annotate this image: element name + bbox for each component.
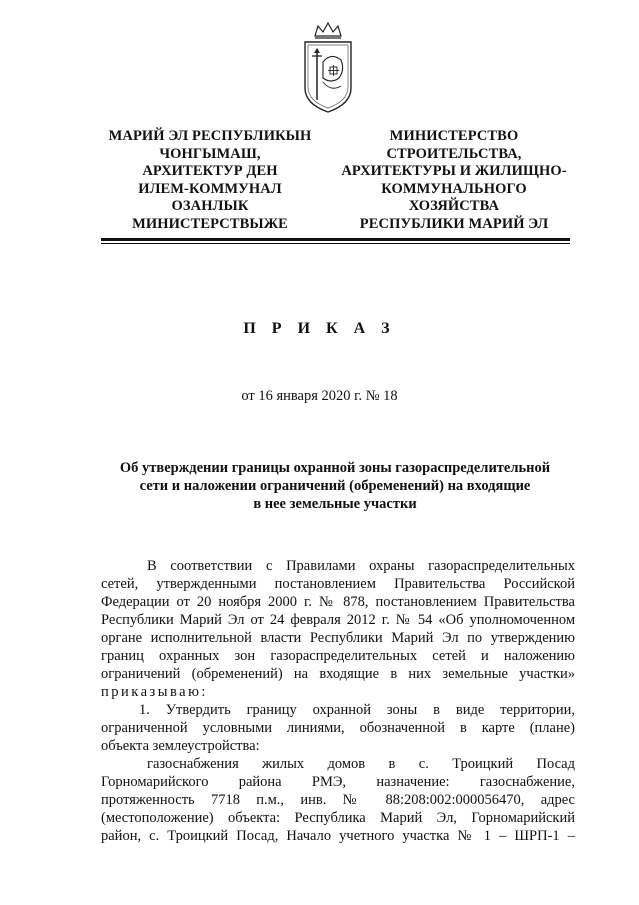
body-line: 1. Утвердить границу охранной зоны в виде территории, (139, 702, 575, 718)
header-divider-thin (101, 243, 570, 244)
body-paragraph-preamble (101, 557, 575, 701)
header-left-line: МИНИСТЕРСТВЫЖЕ (132, 215, 288, 232)
body-line: Республики Марий Эл от 24 февраля 2012 г. № 54 «Об уполномоченном (101, 612, 575, 628)
header-left-line: ИЛЕМ-КОММУНАЛ (138, 180, 282, 197)
header-left-line: ОЗАНЛЫК (171, 198, 249, 215)
body-line: В соответствии с Правилами охраны газораспределительных (147, 558, 575, 574)
header-left-line: МАРИЙ ЭЛ РЕСПУБЛИКЫН (108, 128, 312, 144)
coat-of-arms-icon (301, 22, 355, 114)
subject-line: в нее земельные участки (253, 496, 417, 512)
header-right-line: СТРОИТЕЛЬСТВА, (386, 145, 522, 162)
body-line: газоснабжения жилых домов в с. Троицкий Посад (147, 756, 575, 772)
header-left-line: АРХИТЕКТУР ДЕН (142, 163, 278, 180)
body-line: (местоположение) объекта: Республика Марий Эл, Горномарийский (101, 810, 575, 826)
subject-line: Об утверждении границы охранной зоны газораспределительной (119, 460, 551, 476)
header-divider-thick (101, 238, 570, 241)
header-ministry-russian (336, 128, 572, 234)
order-date: от 16 января 2020 г. № 18 (241, 388, 398, 404)
body-line: протяженность 7718 п.м., инв. № 88:208:002:000056470, адрес (101, 792, 575, 808)
body-line: объекта землеустройства: (101, 738, 260, 754)
body-line: Федерации от 20 ноября 2000 г. № 878, постановлением Правительства (101, 594, 575, 610)
header-right-line: ХОЗЯЙСТВА (408, 198, 500, 215)
body-line: район, с. Троицкий Посад, Начало учетного участка № 1 – ШРП-1 – (101, 828, 575, 844)
body-line: ограничений (обременений) на входящие в них земельные участки» (101, 666, 575, 682)
body-line: органе исполнительной власти Республики Марий Эл по утверждению (101, 630, 575, 646)
body-line: сетей, утвержденными постановлением Правительства Российской (101, 576, 575, 592)
header-ministry-mari (92, 128, 328, 234)
header-right-line: АРХИТЕКТУРЫ И ЖИЛИЩНО- (341, 163, 567, 180)
header-right-line: МИНИСТЕРСТВО (389, 128, 519, 144)
order-subject (90, 459, 580, 513)
body-paragraph-item-1 (101, 701, 575, 755)
subject-line: сети и наложении ограничений (обременений) на входящие (139, 478, 531, 494)
order-title: П Р И К А З (243, 320, 396, 337)
body-paragraph-object (101, 755, 575, 845)
header-right-line: КОММУНАЛЬНОГО (381, 180, 527, 197)
decree-word: приказываю: (101, 684, 208, 700)
header-left-line: ЧОНГЫМАШ, (159, 145, 261, 162)
body-line: ограниченной условными линиями, обозначенной в карте (плане) (101, 720, 575, 736)
body-line: Горномарийского района РМЭ, назначение: газоснабжение, (101, 774, 575, 790)
header-right-line: РЕСПУБЛИКИ МАРИЙ ЭЛ (359, 215, 549, 232)
body-line: границ охранных зон газораспределительных сетей и наложению (101, 648, 575, 664)
